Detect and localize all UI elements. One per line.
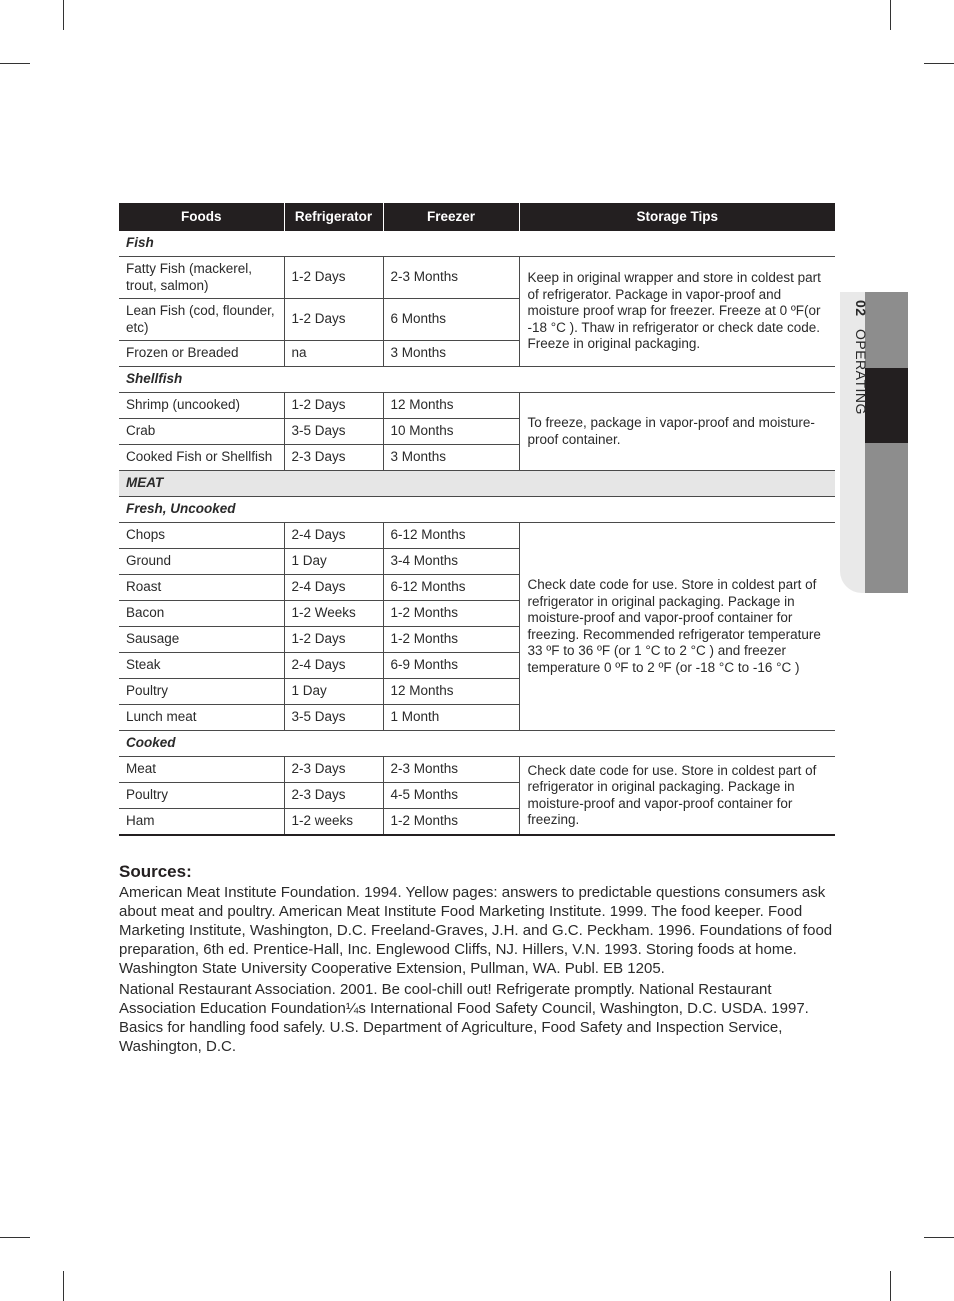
chapter-number: 02 [853, 300, 869, 317]
table-row [119, 257, 835, 299]
header-freezer: Freezer [383, 203, 519, 231]
food-cell: Fatty Fish (mackerel, trout, salmon) [119, 257, 284, 299]
freezer-cell: 12 Months [383, 393, 519, 419]
freezer-cell: 6-12 Months [383, 523, 519, 549]
crop-mark [63, 0, 64, 30]
refrigerator-cell: 1-2 Weeks [284, 601, 383, 627]
food-cell: Ham [119, 809, 284, 836]
food-cell: Roast [119, 575, 284, 601]
crop-mark [63, 1271, 64, 1301]
food-cell: Meat [119, 757, 284, 783]
freezer-cell: 12 Months [383, 679, 519, 705]
header-foods: Foods [119, 203, 284, 231]
food-cell: Lunch meat [119, 705, 284, 731]
storage-tip-cell: To freeze, package in vapor-proof and moisture-proof container. [519, 393, 835, 471]
freezer-cell: 1-2 Months [383, 601, 519, 627]
header-refrigerator: Refrigerator [284, 203, 383, 231]
freezer-cell: 6-12 Months [383, 575, 519, 601]
refrigerator-cell: 1 Day [284, 549, 383, 575]
side-tab-label [853, 300, 869, 415]
freezer-cell: 3 Months [383, 341, 519, 367]
food-cell: Sausage [119, 627, 284, 653]
table-row [119, 757, 835, 783]
category-title: Fresh, Uncooked [119, 497, 835, 523]
food-cell: Bacon [119, 601, 284, 627]
freezer-cell: 3 Months [383, 445, 519, 471]
freezer-cell: 6 Months [383, 299, 519, 341]
food-cell: Ground [119, 549, 284, 575]
side-tab-active-marker [865, 368, 908, 443]
section-title: MEAT [119, 471, 835, 497]
refrigerator-cell: 2-3 Days [284, 445, 383, 471]
refrigerator-cell: 3-5 Days [284, 419, 383, 445]
table-row [119, 393, 835, 419]
storage-tip-cell: Check date code for use. Store in coldest part of refrigerator in original packaging. Package in moisture-proof and vapor-proof container for freezing. Recommended refrigerator temperature 33 ºF to 36 ºF (or 1 °C to 2 °C ) and freezer temperature 0 ºF to 2 ºF (or -18 °C to -16 °C ) [519, 523, 835, 731]
crop-mark [0, 1237, 30, 1238]
category-row-cooked [119, 731, 835, 757]
refrigerator-cell: 1-2 Days [284, 393, 383, 419]
refrigerator-cell: 2-3 Days [284, 783, 383, 809]
crop-mark [890, 1271, 891, 1301]
crop-mark [924, 63, 954, 64]
freezer-cell: 2-3 Months [383, 757, 519, 783]
freezer-cell: 2-3 Months [383, 257, 519, 299]
food-cell: Frozen or Breaded [119, 341, 284, 367]
food-cell: Chops [119, 523, 284, 549]
refrigerator-cell: 1-2 Days [284, 299, 383, 341]
sources-heading: Sources: [119, 862, 192, 881]
freezer-cell: 1-2 Months [383, 809, 519, 836]
table-row [119, 523, 835, 549]
refrigerator-cell: 2-3 Days [284, 757, 383, 783]
food-cell: Lean Fish (cod, flounder, etc) [119, 299, 284, 341]
food-storage-table [119, 203, 835, 836]
sources-paragraph: National Restaurant Association. 2001. Be cool-chill out! Refrigerate promptly. National Restaurant Association Education Foundation¼s International Food Safety Council, Washington, D.C. USDA. 1997. Basics for handling food safely. U.S. Department of Agriculture, Food Safety and Inspection Service, Washington, D.C. [119, 981, 809, 1055]
refrigerator-cell: 2-4 Days [284, 653, 383, 679]
crop-mark [890, 0, 891, 30]
storage-tip-cell: Check date code for use. Store in coldest part of refrigerator in original packaging. Package in moisture-proof and vapor-proof container for freezing. [519, 757, 835, 836]
refrigerator-cell: 1-2 weeks [284, 809, 383, 836]
section-row-meat [119, 471, 835, 497]
crop-mark [924, 1237, 954, 1238]
food-cell: Cooked Fish or Shellfish [119, 445, 284, 471]
refrigerator-cell: 2-4 Days [284, 523, 383, 549]
food-cell: Poultry [119, 783, 284, 809]
storage-tip-cell: Keep in original wrapper and store in coldest part of refrigerator. Package in vapor-proof and moisture proof wrap for freezer. Freeze at 0 ºF(or -18 °C ). Thaw in refrigerator or check date code. Freeze in original packaging. [519, 257, 835, 367]
header-storage-tips: Storage Tips [519, 203, 835, 231]
category-row-fresh-uncooked [119, 497, 835, 523]
refrigerator-cell: 1-2 Days [284, 257, 383, 299]
crop-mark [0, 63, 30, 64]
refrigerator-cell: 1 Day [284, 679, 383, 705]
sources-paragraph: American Meat Institute Foundation. 1994. Yellow pages: answers to predictable questions consumers ask about meat and poultry. American Meat Institute Food Marketing Institute. 1999. The food keeper. Food Marketing Institute, Washington, D.C. Freeland-Graves, J.H. and G.C. Peckham. 1996. Foundations of food preparation, 6th ed. Prentice-Hall, Inc. Englewood Cliffs, NJ. Hillers, V.N. 1993. Storing foods at home. Washington State University Cooperative Extension, Pullman, WA. Publ. EB 1205. [119, 884, 833, 977]
freezer-cell: 3-4 Months [383, 549, 519, 575]
category-title: Cooked [119, 731, 835, 757]
freezer-cell: 10 Months [383, 419, 519, 445]
refrigerator-cell: 3-5 Days [284, 705, 383, 731]
category-title: Shellfish [119, 367, 835, 393]
freezer-cell: 6-9 Months [383, 653, 519, 679]
food-cell: Steak [119, 653, 284, 679]
freezer-cell: 1-2 Months [383, 627, 519, 653]
freezer-cell: 1 Month [383, 705, 519, 731]
category-title: Fish [119, 231, 835, 257]
category-row-fish [119, 231, 835, 257]
refrigerator-cell: 2-4 Days [284, 575, 383, 601]
food-cell: Poultry [119, 679, 284, 705]
refrigerator-cell: na [284, 341, 383, 367]
refrigerator-cell: 1-2 Days [284, 627, 383, 653]
freezer-cell: 4-5 Months [383, 783, 519, 809]
food-cell: Crab [119, 419, 284, 445]
category-row-shellfish [119, 367, 835, 393]
food-cell: Shrimp (uncooked) [119, 393, 284, 419]
chapter-title: OPERATING [853, 328, 869, 415]
table-header-row [119, 203, 835, 231]
